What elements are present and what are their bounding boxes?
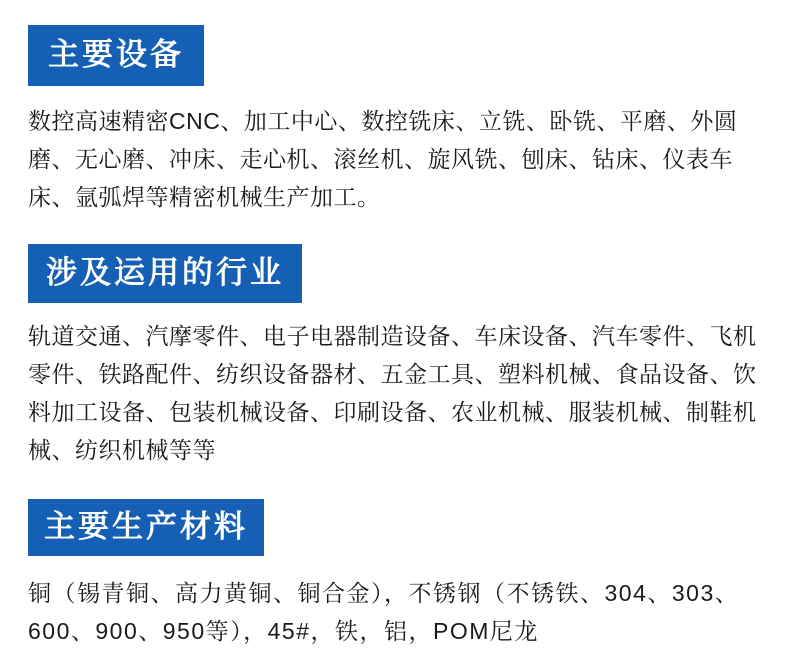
section-body-materials: 铜（锡青铜、高力黄铜、铜合金），不锈钢（不锈铁、304、303、600、900、950等），45#，铁，铝，POM尼龙: [28, 580, 740, 644]
section-body-industries: 轨道交通、汽摩零件、电子电器制造设备、车床设备、汽车零件、飞机零件、铁路配件、纺织设备器材、五金工具、塑料机械、食品设备、饮料加工设备、包装机械设备、印刷设备、农业机械、服装机械、制鞋机械、纺织机械等等: [28, 323, 757, 463]
section-body-main-equipment: 数控高速精密CNC、加工中心、数控铣床、立铣、卧铣、平磨、外圆磨、无心磨、冲床、走心机、滚丝机、旋风铣、刨床、钻床、仪表车床、氩弧焊等精密机械生产加工。: [28, 108, 738, 210]
section-materials: [28, 469, 772, 650]
section-heading-industries: 涉及运用的行业: [28, 244, 302, 303]
section-industries: [28, 216, 772, 469]
section-heading-materials: 主要生产材料: [28, 499, 264, 556]
section-heading-main-equipment: 主要设备: [28, 25, 204, 86]
section-main-equipment: [28, 0, 772, 216]
